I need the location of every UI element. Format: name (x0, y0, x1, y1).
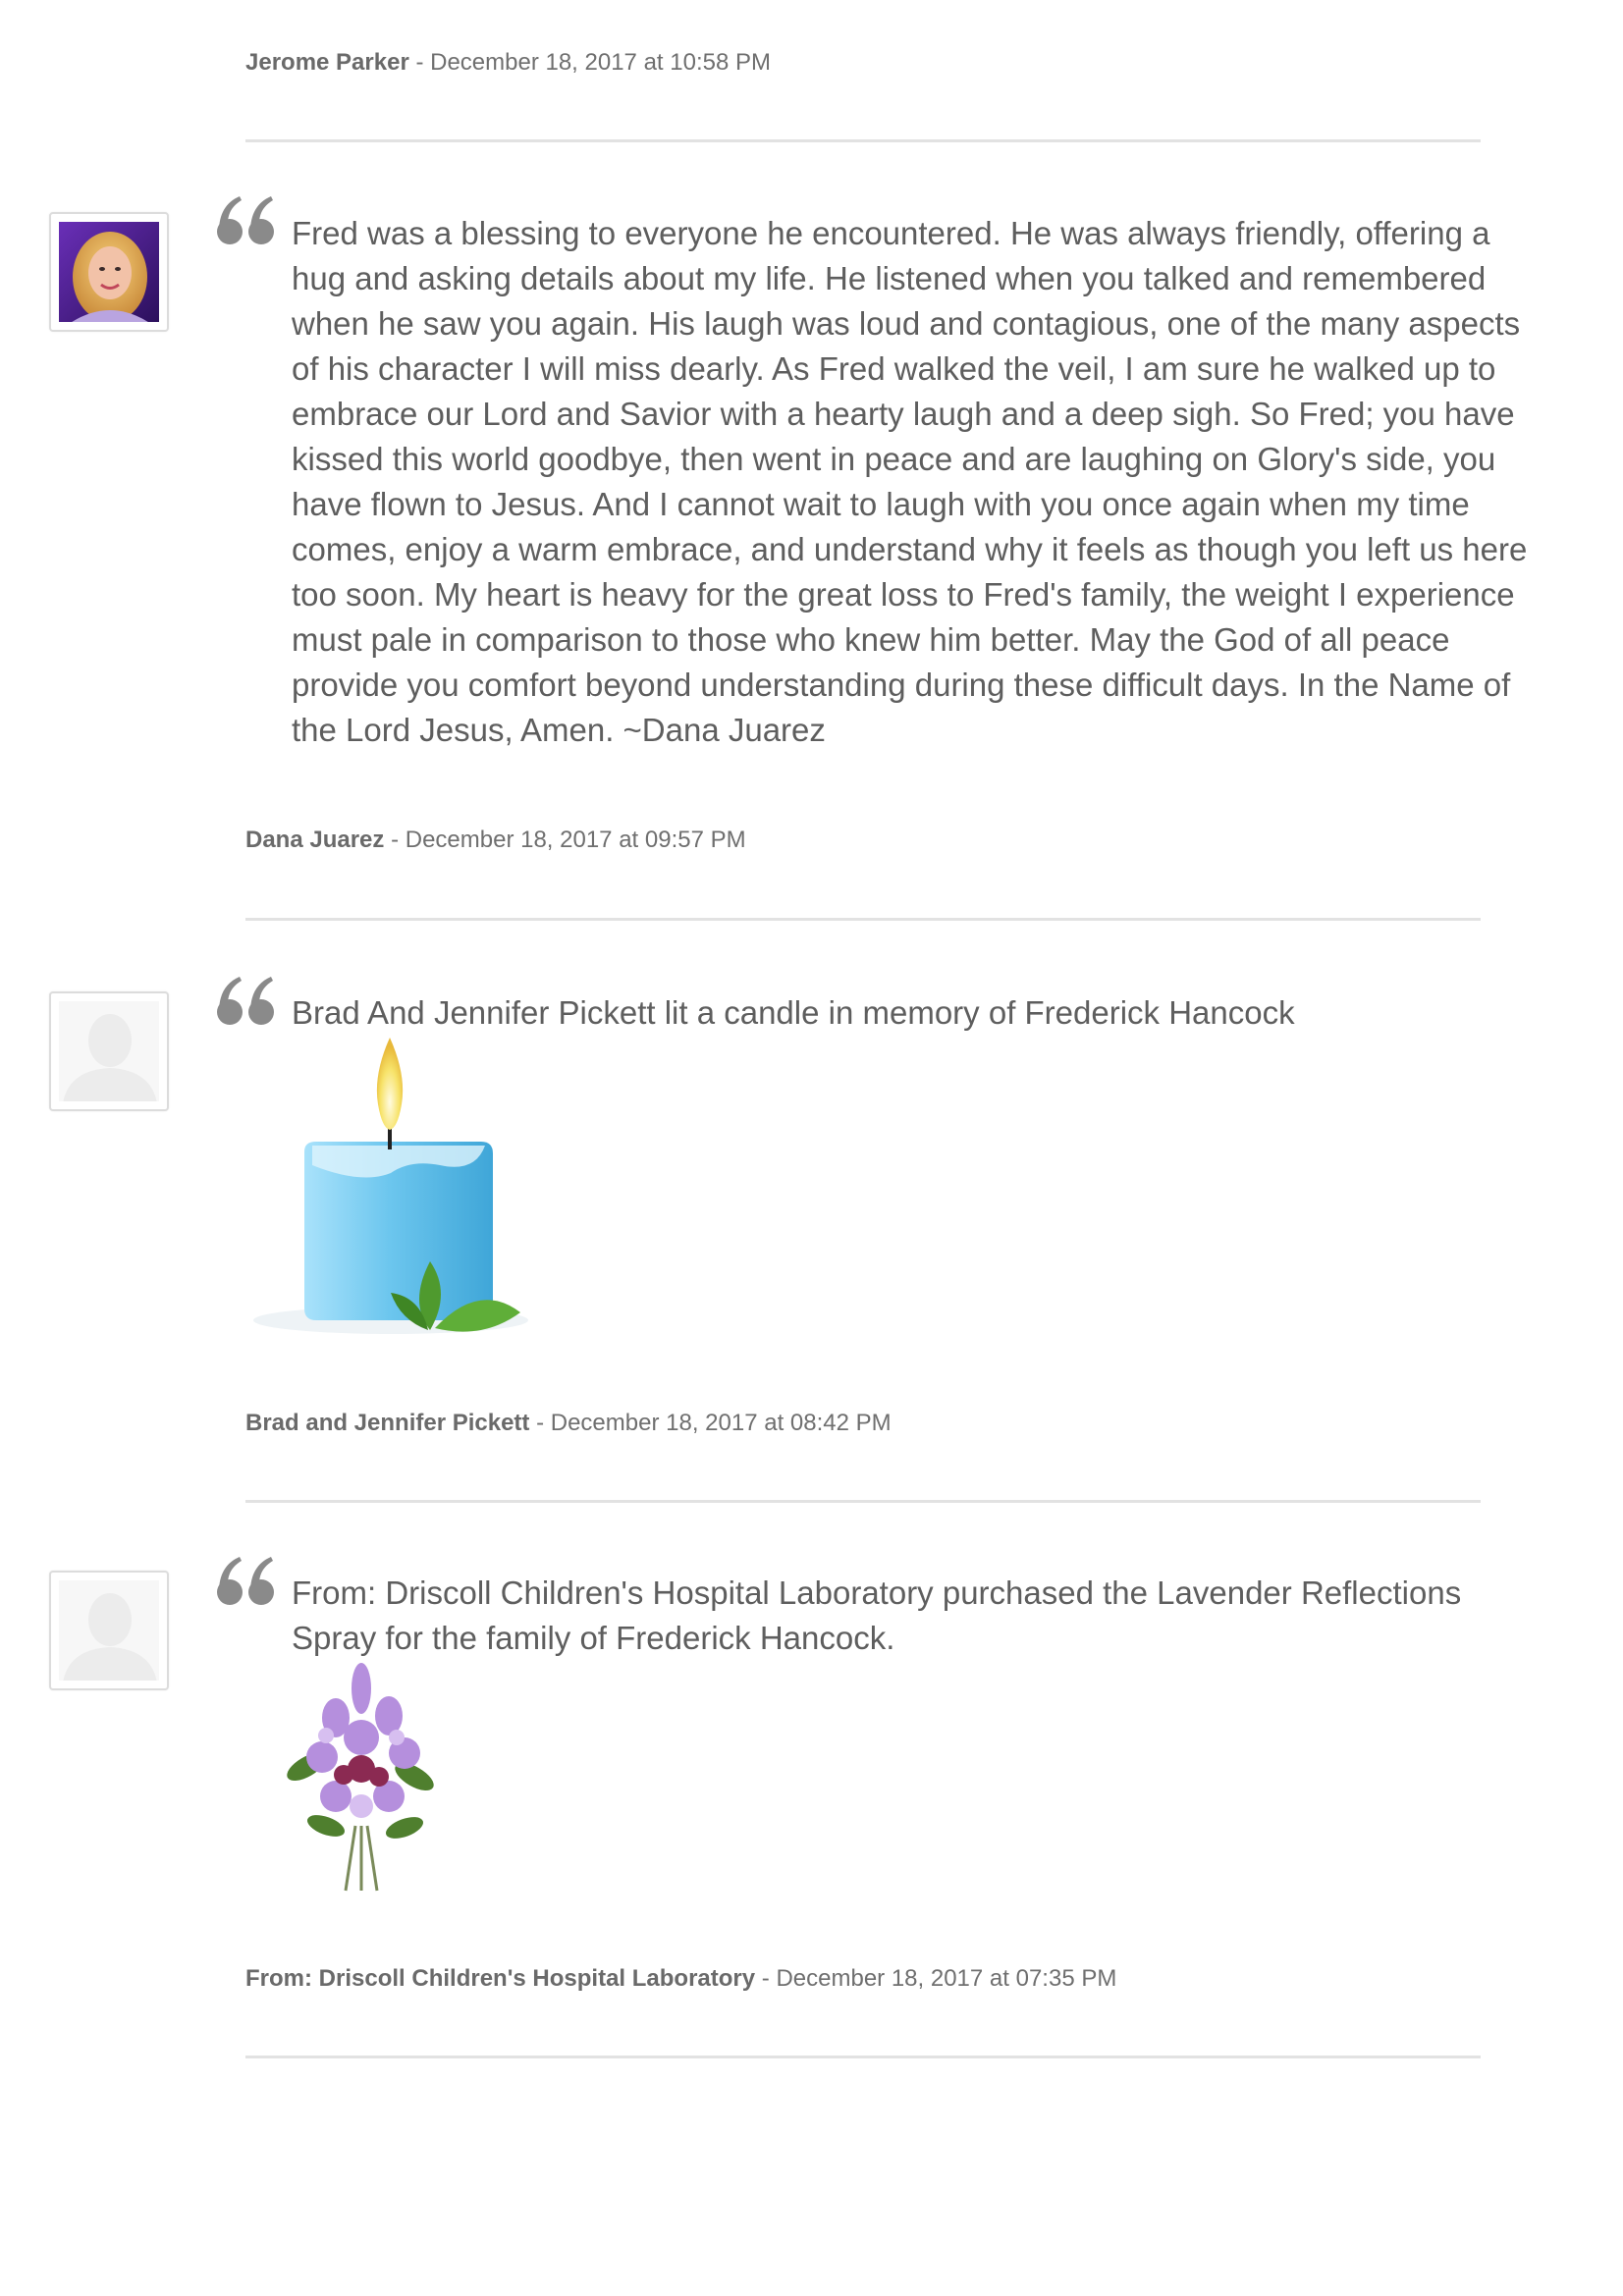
avatar[interactable] (49, 212, 169, 332)
entry-divider (245, 139, 1481, 142)
message-text: From: Driscoll Children's Hospital Laboratory purchased the Lavender Reflections Spray for the family of Frederick Hancock. (292, 1575, 1462, 1656)
avatar[interactable] (49, 991, 169, 1111)
entry-meta (245, 827, 746, 854)
author-name: From: Driscoll Children's Hospital Laboratory (245, 1965, 756, 1992)
quote-icon (216, 194, 277, 247)
entry-divider (245, 2056, 1481, 2058)
person-photo-icon (59, 222, 159, 322)
entry-meta (245, 1410, 892, 1437)
entry-meta (245, 49, 771, 77)
blue-candle-image (243, 1036, 538, 1340)
author-name: Jerome Parker (245, 49, 409, 76)
meta-separator: - (408, 49, 431, 76)
default-person-silhouette-icon (59, 1580, 159, 1681)
entry-divider (245, 1500, 1481, 1503)
meta-separator: - (384, 827, 406, 853)
meta-separator: - (529, 1410, 551, 1436)
message-text: Fred was a blessing to everyone he encountered. He was always friendly, offering a hug and asking details about my life. He listened when you talked and remembered when he saw you again. His laugh was loud and contagious, one of the many aspects of his character I will miss dearly. As Fred walked the veil, I am sure he walked up to embrace our Lord and Savior with a hearty laugh and a deep sigh. So Fred; you have kissed this world goodbye, then went in peace and are laughing on Glory's side, you have flown to Jesus. And I cannot wait to laugh with you once again when my time comes, enjoy a warm embrace, and understand why it feels as though you left us here too soon. My heart is heavy for the great loss to Fred's family, the weight I experience must pale in comparison to those who knew him better. May the God of all peace provide you comfort beyond understanding during these difficult days. In the Name of the Lord Jesus, Amen. ~Dana Juarez (292, 215, 1528, 748)
author-name: Dana Juarez (245, 827, 385, 853)
meta-separator: - (755, 1965, 777, 1992)
post-date: December 18, 2017 at 09:57 PM (405, 827, 746, 853)
post-date: December 18, 2017 at 10:58 PM (430, 49, 771, 76)
avatar[interactable] (49, 1571, 169, 1690)
post-date: December 18, 2017 at 08:42 PM (550, 1410, 892, 1436)
default-person-silhouette-icon (59, 1001, 159, 1101)
post-date: December 18, 2017 at 07:35 PM (776, 1965, 1117, 1992)
entry-divider (245, 918, 1481, 921)
entry-meta (245, 1965, 1116, 1993)
quote-icon (216, 975, 277, 1028)
lavender-flower-spray-image (267, 1659, 463, 1895)
author-name: Brad and Jennifer Pickett (245, 1410, 530, 1436)
quote-icon (216, 1555, 277, 1608)
message-text: Brad And Jennifer Pickett lit a candle in memory of Frederick Hancock (292, 994, 1295, 1031)
